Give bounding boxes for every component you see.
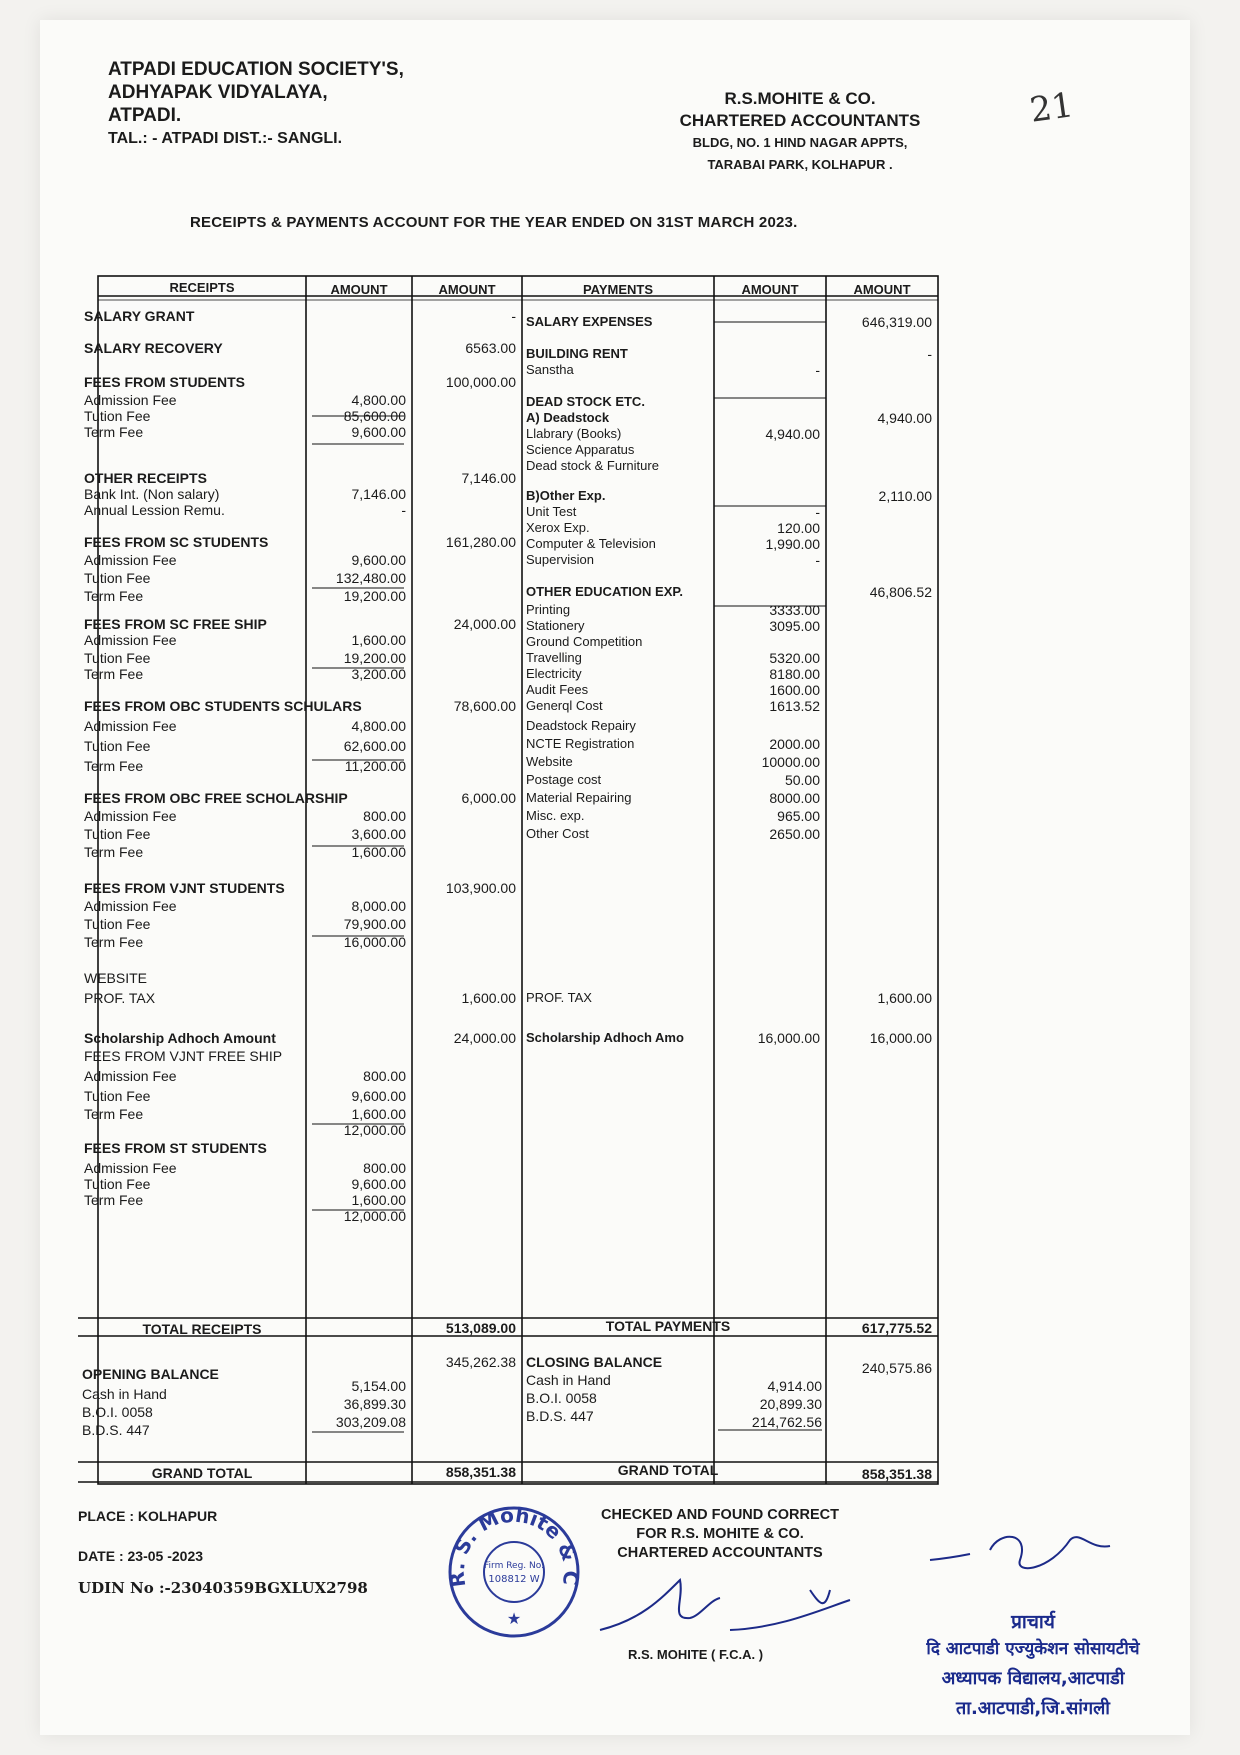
receipt-sub-amount: 800.00 xyxy=(363,1068,406,1084)
receipt-label: Tution Fee xyxy=(84,1088,151,1104)
auditor-address-2: TARABAI PARK, KOLHAPUR . xyxy=(707,157,893,172)
payment-label: Website xyxy=(526,754,573,769)
receipt-label: FEES FROM STUDENTS xyxy=(84,374,246,390)
receipt-label: FEES FROM SC FREE SHIP xyxy=(84,616,267,632)
col-amount-3: AMOUNT xyxy=(741,282,799,297)
grand-total-payments-value: 858,351.38 xyxy=(861,1466,932,1482)
receipt-amount: 161,280.00 xyxy=(445,534,516,550)
receipt-sub-amount: 1,600.00 xyxy=(351,1192,406,1208)
receipt-label: FEES FROM OBC STUDENTS SCHULARS xyxy=(84,698,362,714)
receipt-sub-amount: 12,000.00 xyxy=(343,1208,406,1224)
school-name: ADHYAPAK VIDYALAYA, xyxy=(108,82,328,103)
payment-label: Scholarship Adhoch Amo xyxy=(526,1030,684,1045)
receipt-sub-amount: 132,480.00 xyxy=(335,570,406,586)
principal-title: प्राचार्य xyxy=(1011,1611,1055,1633)
page-number-handwritten: 21 xyxy=(1027,85,1076,131)
total-payments-label: TOTAL PAYMENTS xyxy=(605,1318,731,1334)
receipt-sub-amount: 79,900.00 xyxy=(343,916,406,932)
payment-sub-amount: 16,000.00 xyxy=(757,1030,820,1046)
society-name: ATPADI EDUCATION SOCIETY'S, xyxy=(108,59,404,80)
receipt-label: Annual Lession Remu. xyxy=(84,502,225,518)
payment-sub-amount: 3095.00 xyxy=(769,618,820,634)
payment-label: Science Apparatus xyxy=(526,442,635,457)
receipt-sub-amount: 7,146.00 xyxy=(351,486,406,502)
receipt-sub-amount: 1,600.00 xyxy=(351,632,406,648)
accounts-table xyxy=(74,274,940,1488)
payment-amount: 4,940.00 xyxy=(877,410,932,426)
total-payments-value: 617,775.52 xyxy=(861,1320,932,1336)
col-amount-2: AMOUNT xyxy=(438,282,496,297)
receipt-sub-amount: 12,000.00 xyxy=(343,1122,406,1138)
receipt-sub-amount: 3,200.00 xyxy=(351,666,406,682)
receipt-label: SALARY GRANT xyxy=(84,308,195,324)
receipt-amount: 78,600.00 xyxy=(453,698,516,714)
receipt-label: Tution Fee xyxy=(84,570,151,586)
payment-sub-amount: 10000.00 xyxy=(761,754,820,770)
receipt-label: Admission Fee xyxy=(84,1068,177,1084)
payment-label: Material Repairing xyxy=(526,790,632,805)
receipt-label: Tution Fee xyxy=(84,738,151,754)
opening-bds-value: 303,209.08 xyxy=(335,1414,406,1430)
receipt-label: WEBSITE xyxy=(84,970,148,986)
receipt-sub-amount: 19,200.00 xyxy=(343,650,406,666)
receipt-sub-amount: 9,600.00 xyxy=(351,1176,406,1192)
school-header xyxy=(108,58,404,150)
grand-total-payments-label: GRAND TOTAL xyxy=(617,1462,719,1478)
auditor-title: CHARTERED ACCOUNTANTS xyxy=(679,111,921,130)
receipt-label: Term Fee xyxy=(84,758,144,774)
payment-amount: 646,319.00 xyxy=(861,314,932,330)
school-district: TAL.: - ATPADI DIST.:- SANGLI. xyxy=(108,130,343,147)
receipt-amount: 6,000.00 xyxy=(461,790,516,806)
receipt-label: Bank Int. (Non salary) xyxy=(84,486,220,502)
grand-total-receipts-label: GRAND TOTAL xyxy=(151,1465,253,1481)
payment-label: SALARY EXPENSES xyxy=(526,314,653,329)
payment-amount: 46,806.52 xyxy=(869,584,932,600)
payment-label: Unit Test xyxy=(526,504,577,519)
opening-cash-label: Cash in Hand xyxy=(82,1386,167,1402)
receipt-label: FEES FROM ST STUDENTS xyxy=(84,1140,267,1156)
receipt-label: Tution Fee xyxy=(84,650,151,666)
statement-title: RECEIPTS & PAYMENTS ACCOUNT FOR THE YEAR ENDED ON 31ST MARCH 2023. xyxy=(190,214,798,231)
opening-bds-label: B.D.S. 447 xyxy=(82,1422,150,1438)
receipt-label: Admission Fee xyxy=(84,392,177,408)
society-seal-line-2: अध्यापक विद्यालय,आटपाडी xyxy=(941,1668,1125,1689)
receipt-label: Term Fee xyxy=(84,844,144,860)
receipt-label: Admission Fee xyxy=(84,898,177,914)
receipt-sub-amount: 800.00 xyxy=(363,1160,406,1176)
receipt-label: SALARY RECOVERY xyxy=(84,340,223,356)
payment-label: DEAD STOCK ETC. xyxy=(526,394,645,409)
receipt-label: Admission Fee xyxy=(84,632,177,648)
closing-boi-value: 20,899.30 xyxy=(759,1396,822,1412)
opening-cash-value: 5,154.00 xyxy=(351,1378,406,1394)
receipt-amount: 7,146.00 xyxy=(461,470,516,486)
date: DATE : 23-05 -2023 xyxy=(78,1548,204,1564)
payment-label: Printing xyxy=(526,602,571,617)
payment-sub-amount: 1600.00 xyxy=(769,682,820,698)
receipt-label: Term Fee xyxy=(84,1106,144,1122)
payment-sub-amount: 2000.00 xyxy=(769,736,820,752)
receipt-sub-amount: 16,000.00 xyxy=(343,934,406,950)
payment-sub-amount: - xyxy=(815,504,820,520)
total-receipts-label: TOTAL RECEIPTS xyxy=(142,1321,262,1337)
closing-balance-label: CLOSING BALANCE xyxy=(526,1354,663,1370)
payment-sub-amount: 4,940.00 xyxy=(765,426,820,442)
audit-certificate xyxy=(560,1506,880,1563)
payment-sub-amount: - xyxy=(815,362,820,378)
receipt-label: Term Fee xyxy=(84,588,144,604)
payment-amount: 2,110.00 xyxy=(878,488,932,504)
receipt-amount: 6563.00 xyxy=(465,340,516,356)
receipt-amount: 24,000.00 xyxy=(453,616,516,632)
receipt-label: Term Fee xyxy=(84,424,144,440)
payment-sub-amount: 1613.52 xyxy=(769,698,820,714)
payment-sub-amount: 50.00 xyxy=(784,772,820,788)
cert-line-3: CHARTERED ACCOUNTANTS xyxy=(617,1545,823,1561)
receipt-label: FEES FROM VJNT STUDENTS xyxy=(84,880,285,896)
place: PLACE : KOLHAPUR xyxy=(78,1508,218,1524)
auditor-header xyxy=(630,88,970,176)
society-seal-line-1: दि आटपाडी एज्युकेशन सोसायटीचे xyxy=(926,1639,1140,1659)
receipt-amount: 103,900.00 xyxy=(445,880,516,896)
receipt-sub-amount: 1,600.00 xyxy=(351,1106,406,1122)
payment-sub-amount: 8180.00 xyxy=(769,666,820,682)
receipt-label: Tution Fee xyxy=(84,916,151,932)
receipt-sub-amount: 9,600.00 xyxy=(351,1088,406,1104)
auditor-signature xyxy=(580,1560,880,1650)
receipt-label: Term Fee xyxy=(84,934,144,950)
payment-sub-amount: 120.00 xyxy=(777,520,820,536)
receipt-amount: 24,000.00 xyxy=(453,1030,516,1046)
payment-label: A) Deadstock xyxy=(526,410,610,425)
receipt-amount: 100,000.00 xyxy=(445,374,516,390)
receipt-label: Term Fee xyxy=(84,1192,144,1208)
opening-balance-label: OPENING BALANCE xyxy=(82,1366,219,1382)
closing-balance-total: 240,575.86 xyxy=(861,1360,932,1376)
star-icon: ★ xyxy=(506,1611,522,1628)
receipt-label: Admission Fee xyxy=(84,718,177,734)
stamp-outer-text: R. S. Mohite & C xyxy=(446,1504,582,1589)
payment-label: Generql Cost xyxy=(526,698,603,713)
payment-sub-amount: 2650.00 xyxy=(769,826,820,842)
payment-amount: 1,600.00 xyxy=(877,990,932,1006)
receipt-sub-amount: 1,600.00 xyxy=(351,844,406,860)
receipt-sub-amount: 62,600.00 xyxy=(343,738,406,754)
opening-balance-total: 345,262.38 xyxy=(445,1354,516,1370)
col-payments: PAYMENTS xyxy=(582,282,654,297)
receipt-label: Admission Fee xyxy=(84,552,177,568)
receipt-label: FEES FROM VJNT FREE SHIP xyxy=(84,1048,283,1064)
stamp-inner-line-1: Firm Reg. No. xyxy=(484,1561,544,1571)
auditor-address-1: BLDG, NO. 1 HIND NAGAR APPTS, xyxy=(692,135,908,150)
payment-label: Postage cost xyxy=(526,772,602,787)
receipt-sub-amount: 85,600.00 xyxy=(343,408,406,424)
receipt-label: FEES FROM OBC FREE SCHOLARSHIP xyxy=(84,790,348,806)
receipt-sub-amount: 4,800.00 xyxy=(351,392,406,408)
receipt-label: Admission Fee xyxy=(84,808,177,824)
receipt-sub-amount: 800.00 xyxy=(363,808,406,824)
closing-bds-value: 214,762.56 xyxy=(751,1414,822,1430)
opening-boi-value: 36,899.30 xyxy=(343,1396,406,1412)
receipt-label: OTHER RECEIPTS xyxy=(84,470,207,486)
payment-label: Llabrary (Books) xyxy=(526,426,622,441)
receipt-label: Term Fee xyxy=(84,666,144,682)
payment-label: Misc. exp. xyxy=(526,808,585,823)
payment-sub-amount: 3333.00 xyxy=(769,602,820,618)
receipt-sub-amount: 9,600.00 xyxy=(351,552,406,568)
closing-cash-value: 4,914.00 xyxy=(767,1378,822,1394)
receipt-label: Tution Fee xyxy=(84,1176,151,1192)
col-amount-1: AMOUNT xyxy=(330,282,388,297)
payment-label: Other Cost xyxy=(526,826,589,841)
receipt-sub-amount: - xyxy=(401,502,406,518)
payment-label: PROF. TAX xyxy=(526,990,592,1005)
receipt-sub-amount: 3,600.00 xyxy=(351,826,406,842)
society-seal-line-3: ता.आटपाडी,जि.सांगली xyxy=(956,1698,1110,1719)
school-town: ATPADI. xyxy=(108,105,182,126)
receipt-sub-amount: 4,800.00 xyxy=(351,718,406,734)
receipt-label: FEES FROM SC STUDENTS xyxy=(84,534,269,550)
payment-amount: - xyxy=(927,346,932,362)
payment-label: Stationery xyxy=(526,618,585,633)
payment-label: Deadstock Repairy xyxy=(526,718,636,733)
receipt-sub-amount: 8,000.00 xyxy=(351,898,406,914)
payment-label: Audit Fees xyxy=(526,682,589,697)
payment-sub-amount: - xyxy=(815,552,820,568)
receipt-label: Tution Fee xyxy=(84,826,151,842)
opening-boi-label: B.O.I. 0058 xyxy=(82,1404,153,1420)
payment-sub-amount: 5320.00 xyxy=(769,650,820,666)
payment-sub-amount: 1,990.00 xyxy=(765,536,820,552)
col-amount-4: AMOUNT xyxy=(853,282,911,297)
col-receipts: RECEIPTS xyxy=(169,280,235,295)
closing-bds-label: B.D.S. 447 xyxy=(526,1408,594,1424)
receipt-label: Scholarship Adhoch Amount xyxy=(84,1030,276,1046)
payment-label: BUILDING RENT xyxy=(526,346,628,361)
payment-label: B)Other Exp. xyxy=(526,488,606,503)
closing-boi-label: B.O.I. 0058 xyxy=(526,1390,597,1406)
auditor-signatory: R.S. MOHITE ( F.C.A. ) xyxy=(628,1647,764,1662)
payment-label: Supervision xyxy=(526,552,594,567)
payment-label: Sanstha xyxy=(526,362,574,377)
receipt-sub-amount: 19,200.00 xyxy=(343,588,406,604)
grand-total-receipts-value: 858,351.38 xyxy=(445,1464,516,1480)
receipt-label: PROF. TAX xyxy=(84,990,156,1006)
cert-line-2: FOR R.S. MOHITE & CO. xyxy=(636,1526,804,1542)
payment-label: OTHER EDUCATION EXP. xyxy=(526,584,683,599)
cert-line-1: CHECKED AND FOUND CORRECT xyxy=(601,1507,839,1523)
total-receipts-value: 513,089.00 xyxy=(445,1320,516,1336)
payment-label: Computer & Television xyxy=(526,536,656,551)
receipt-label: Tution Fee xyxy=(84,408,151,424)
payment-sub-amount: 965.00 xyxy=(777,808,820,824)
stamp-inner-line-2: 108812 W xyxy=(488,1574,540,1585)
payment-sub-amount: 8000.00 xyxy=(769,790,820,806)
payment-amount: 16,000.00 xyxy=(869,1030,932,1046)
closing-cash-label: Cash in Hand xyxy=(526,1372,611,1388)
receipt-sub-amount: 9,600.00 xyxy=(351,424,406,440)
receipt-sub-amount: 11,200.00 xyxy=(344,758,406,774)
payment-label: NCTE Registration xyxy=(526,736,635,751)
payment-label: Xerox Exp. xyxy=(526,520,590,535)
principal-signature xyxy=(920,1520,1120,1610)
payment-label: Ground Competition xyxy=(526,634,643,649)
payment-label: Electricity xyxy=(526,666,582,681)
receipt-amount: - xyxy=(511,308,516,324)
udin-number: UDIN No :-23040359BGXLUX2798 xyxy=(78,1579,368,1597)
receipt-amount: 1,600.00 xyxy=(461,990,516,1006)
payment-label: Dead stock & Furniture xyxy=(526,458,659,473)
payment-label: Travelling xyxy=(526,650,582,665)
receipt-label: Admission Fee xyxy=(84,1160,177,1176)
auditor-name: R.S.MOHITE & CO. xyxy=(724,89,876,108)
